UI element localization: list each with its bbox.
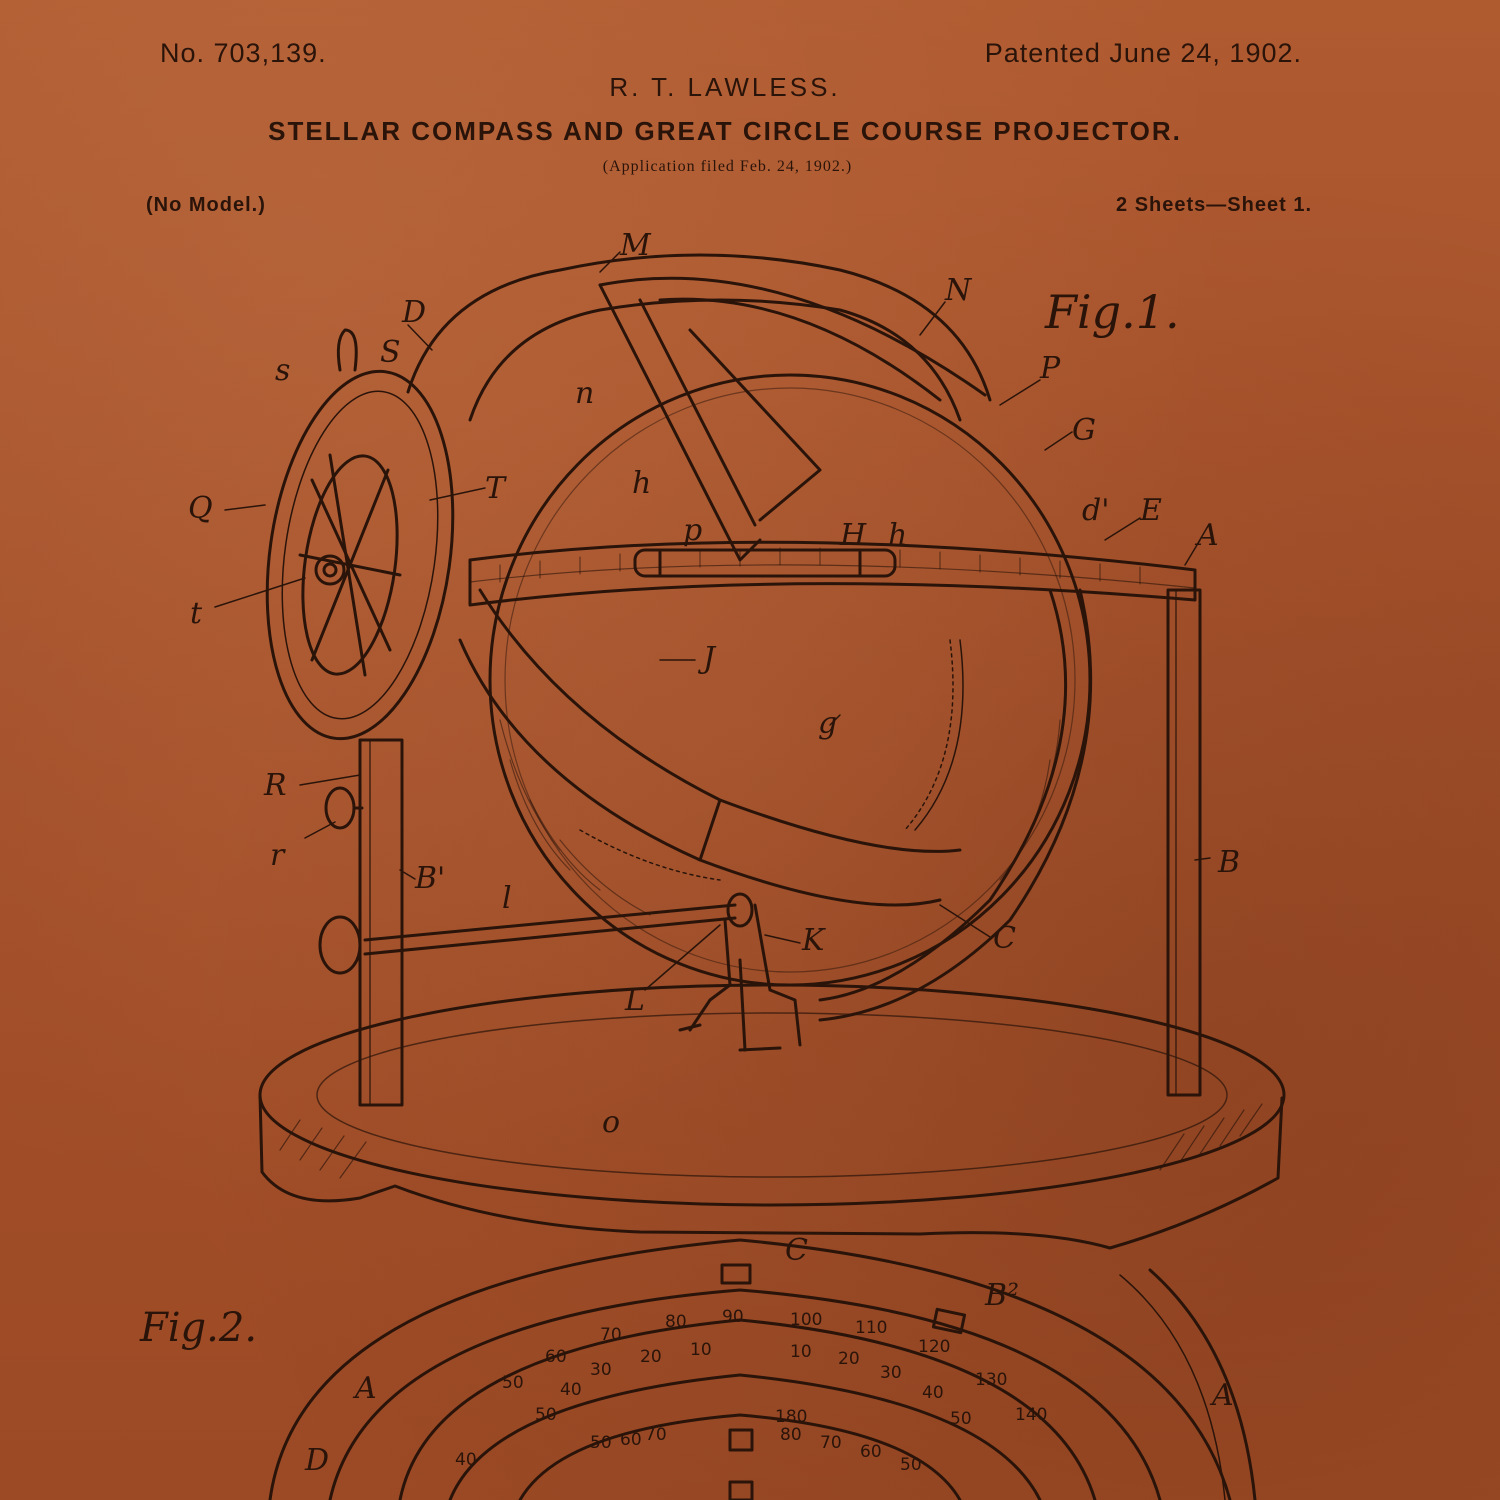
scale-number: 50 [900,1455,922,1475]
dial-q [245,359,475,750]
scale-number: 140 [1015,1405,1048,1425]
fig2-ref-c: C [785,1233,808,1268]
ref-h-lower: h [888,518,908,553]
ref-d: D [402,295,427,330]
patented-date: Patented June 24, 1902. [984,38,1302,68]
scale-number: 20 [640,1347,662,1367]
ref-c: C [993,921,1016,956]
scale-number: 90 [722,1307,744,1327]
quadrant-n [600,278,985,560]
ref-n-lower: n [575,376,595,411]
fig2-ref-a-left: A [355,1371,377,1406]
handle-s [338,330,356,370]
scale-number: 40 [922,1383,944,1403]
scale-number: 50 [950,1409,972,1429]
patent-title: STELLAR COMPASS AND GREAT CIRCLE COURSE PROJECTOR. [268,116,1182,146]
globe [490,375,1090,985]
scale-number: 60 [545,1347,567,1367]
ref-l-upper: L [625,983,645,1018]
ref-p-lower: p [683,513,703,548]
fig2-ref-b2: B² [985,1278,1020,1313]
ref-b-prime: B' [415,861,446,896]
clamp-knob-r [326,788,362,828]
fig2-ref-a-right: A [1212,1378,1234,1413]
scale-number: 130 [975,1370,1008,1390]
ref-q: Q [188,491,213,526]
scale-number: 110 [855,1318,888,1338]
scale-number: 30 [880,1363,902,1383]
scale-number: 180 [775,1407,808,1427]
vertical-ring-c [820,590,1091,1020]
scale-number: 40 [455,1450,477,1470]
scale-number: 70 [600,1325,622,1345]
ref-l-lower: l [502,881,512,916]
scale-number: 50 [502,1373,524,1393]
patent-number: No. 703,139. [160,38,327,68]
sheet-count: 2 Sheets—Sheet 1. [1116,194,1312,216]
scale-number: 10 [790,1342,812,1362]
ref-r-lower: r [270,838,285,873]
base-plinth [260,985,1284,1248]
horizon-ring-a [470,542,1195,605]
fig2-ref-d: D [305,1443,330,1478]
ref-o: o [602,1105,621,1140]
gear-teeth [580,640,963,880]
post-b [1168,590,1200,1095]
ref-s-upper: S [380,335,401,370]
scale-number: 50 [535,1405,557,1425]
ref-d-prime: d' [1082,493,1110,528]
fig2-scale-lower-right [775,1407,922,1475]
ref-t-lower: t [190,596,203,631]
post-b-prime [360,740,402,1105]
application-filed-note: (Application filed Feb. 24, 1902.) [602,158,853,175]
ref-e: E [1140,493,1162,528]
ref-h-upper: h [632,466,652,501]
great-circle-band [460,590,960,905]
figure-2-label: Fig.2. [140,1305,258,1351]
scale-number: 20 [838,1349,860,1369]
bar-h [635,550,895,576]
ref-s-lower: s [275,353,291,388]
scale-number: 60 [620,1430,642,1450]
scale-number: 80 [780,1425,802,1445]
globe-hatching [500,680,1065,915]
fig2-scale-outer-right [790,1310,1047,1425]
scale-number: 100 [790,1310,823,1330]
ref-g-lower: g [818,706,838,741]
scale-number: 50 [590,1433,612,1453]
shaft-l [320,894,752,973]
ref-a: A [1197,518,1219,553]
ref-g-upper: G [1072,413,1096,448]
scale-number: 40 [560,1380,582,1400]
scale-number: 60 [860,1442,882,1462]
base-hatching [280,1104,1262,1178]
scale-number: 120 [918,1337,951,1357]
inventor-name: R. T. LAWLESS. [609,72,841,102]
scale-number: 70 [645,1425,667,1445]
fig2-scale-lower-left [455,1425,667,1470]
ref-n: N [945,273,972,308]
no-model-note: (No Model.) [146,194,266,216]
figure-1-label: Fig.1. [1045,285,1180,339]
scale-number: 70 [820,1433,842,1453]
ref-h-bar: H [840,518,867,553]
ref-b: B [1218,845,1241,880]
ref-t-upper: T [485,471,506,506]
ref-p-upper: P [1040,351,1061,386]
scale-number: 10 [690,1340,712,1360]
scale-number: 80 [665,1312,687,1332]
scale-number: 30 [590,1360,612,1380]
ref-j: J [703,641,716,676]
ref-m: M [620,228,651,263]
fig2-plan-view [270,1240,1255,1500]
ref-r-upper: R [264,768,287,803]
ref-k: K [802,923,825,958]
